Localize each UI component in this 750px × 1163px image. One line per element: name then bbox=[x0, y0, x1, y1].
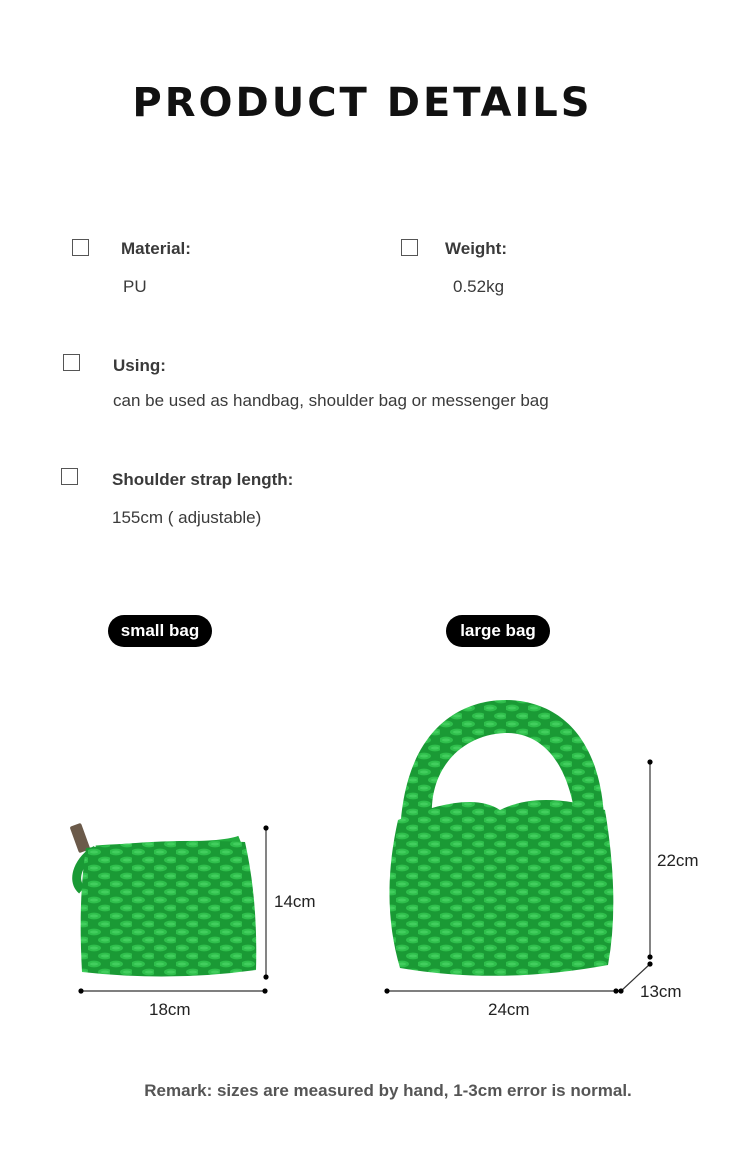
large-bag-depth: 13cm bbox=[640, 982, 682, 1001]
large-bag-height: 22cm bbox=[657, 851, 699, 870]
strap-value: 155cm ( adjustable) bbox=[112, 508, 262, 527]
strap-label: Shoulder strap length: bbox=[112, 470, 294, 489]
large-bag-body bbox=[389, 800, 613, 976]
small-bag-badge: small bag bbox=[108, 615, 212, 647]
page-title: PRODUCT DETAILS bbox=[132, 80, 593, 126]
large-bag-image bbox=[389, 700, 613, 976]
weight-label: Weight: bbox=[445, 239, 508, 258]
material-value: PU bbox=[123, 277, 147, 296]
small-bag-image bbox=[70, 823, 257, 977]
small-bag-width: 18cm bbox=[149, 1000, 191, 1019]
small-bag-height: 14cm bbox=[274, 892, 316, 911]
using-label: Using: bbox=[113, 356, 166, 375]
weight-value: 0.52kg bbox=[453, 277, 505, 296]
remark-note: Remark: sizes are measured by hand, 1-3cm error is normal. bbox=[144, 1081, 632, 1100]
large-bag-badge: large bag bbox=[446, 615, 550, 647]
material-label: Material: bbox=[121, 239, 191, 258]
using-value: can be used as handbag, shoulder bag or messenger bag bbox=[113, 391, 549, 410]
large-bag-width: 24cm bbox=[488, 1000, 530, 1019]
small-bag-body bbox=[81, 841, 257, 977]
